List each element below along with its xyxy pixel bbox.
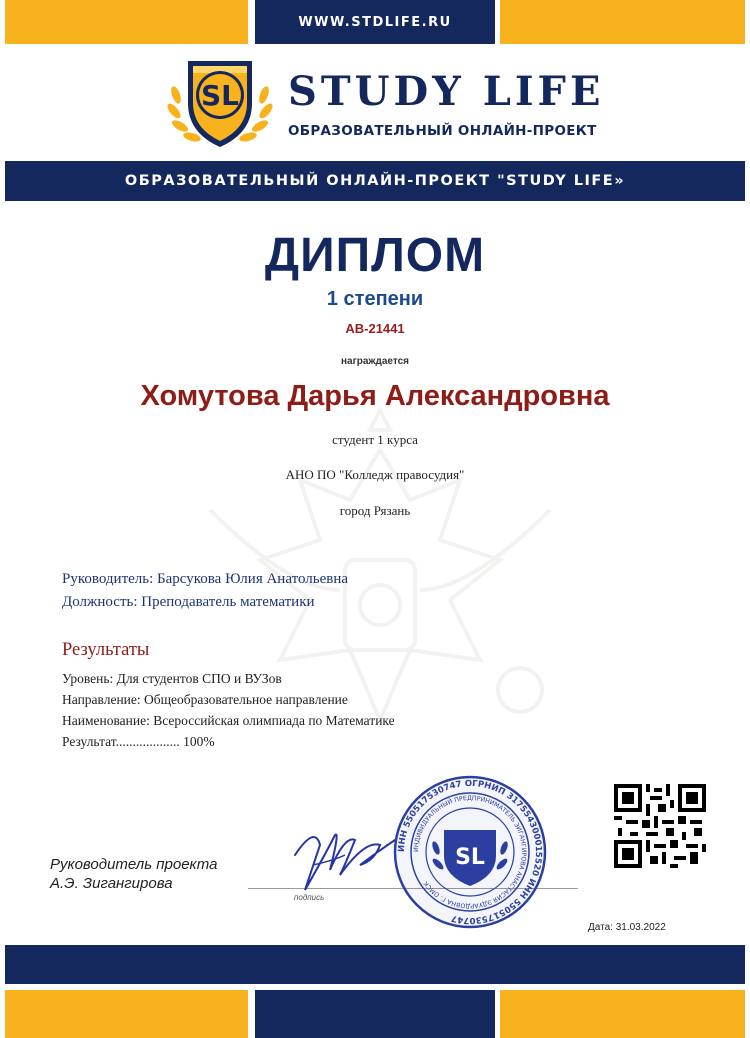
stamp-inner-text: ИНДИВИДУАЛЬНЫЙ ПРЕДПРИНИМАТЕЛЬ ЗИГАНГИРОВА АНАСТАСИЯ ЭДУАРДОВНА Г. ОМСК [412, 794, 528, 910]
signature-caption: подпись [294, 893, 325, 902]
brand-subtitle: ОБРАЗОВАТЕЛЬНЫЙ ОНЛАЙН-ПРОЕКТ [288, 123, 597, 139]
top-yellow-band-right [500, 0, 745, 44]
result-direction: Направление: Общеобразовательное направление [62, 692, 348, 707]
stamp-outer-text: ИНН 550517530747 ОГРНИП 317554300015520 ИНН 550517530747 [396, 778, 544, 926]
stamp-center-letters: SL [455, 845, 485, 870]
logo-shield-icon [162, 55, 278, 151]
supervisor-position: Должность: Преподаватель математики [62, 594, 315, 610]
logo-letters: SL [200, 79, 240, 112]
top-yellow-band-left [5, 0, 248, 44]
handwritten-signature [285, 815, 405, 900]
bottom-yellow-band-left [5, 990, 248, 1038]
supervisor-name: Руководитель: Барсукова Юлия Анатольевна [62, 571, 349, 587]
diploma-title: ДИПЛОМ [264, 229, 486, 282]
bottom-navy-band [5, 945, 745, 984]
header-band-text: ОБРАЗОВАТЕЛЬНЫЙ ОНЛАЙН-ПРОЕКТ "STUDY LIFE» [124, 173, 626, 189]
project-head-name: А.Э. Зигангирова [50, 875, 173, 892]
project-head-block [50, 855, 250, 893]
result-score: Результат................... 100% [62, 734, 215, 749]
site-url: WWW.STDLIFE.RU [298, 15, 452, 30]
recipient-course: студент 1 курса [332, 432, 418, 447]
bottom-navy-band-middle [255, 990, 495, 1038]
results-title: Результаты [62, 640, 150, 660]
brand-title: STUDY LIFE [288, 68, 605, 115]
issue-date: Дата: 31.03.2022 [588, 922, 666, 933]
result-competition-name: Наименование: Всероссийская олимпиада по Математике [62, 713, 395, 728]
bottom-yellow-band-right [500, 990, 745, 1038]
recipient-name: Хомутова Дарья Александровна [140, 380, 610, 412]
result-level: Уровень: Для студентов СПО и ВУЗов [62, 671, 282, 686]
recipient-institution: АНО ПО "Колледж правосудия" [285, 467, 465, 482]
project-head-title: Руководитель проекта [50, 856, 218, 873]
diploma-degree: 1 степени [326, 288, 424, 310]
recipient-city: город Рязань [339, 503, 411, 518]
awarded-label: награждается [340, 356, 410, 367]
diploma-number: АВ-21441 [345, 321, 405, 336]
qr-code [614, 784, 706, 868]
seal-stamp [390, 772, 550, 932]
